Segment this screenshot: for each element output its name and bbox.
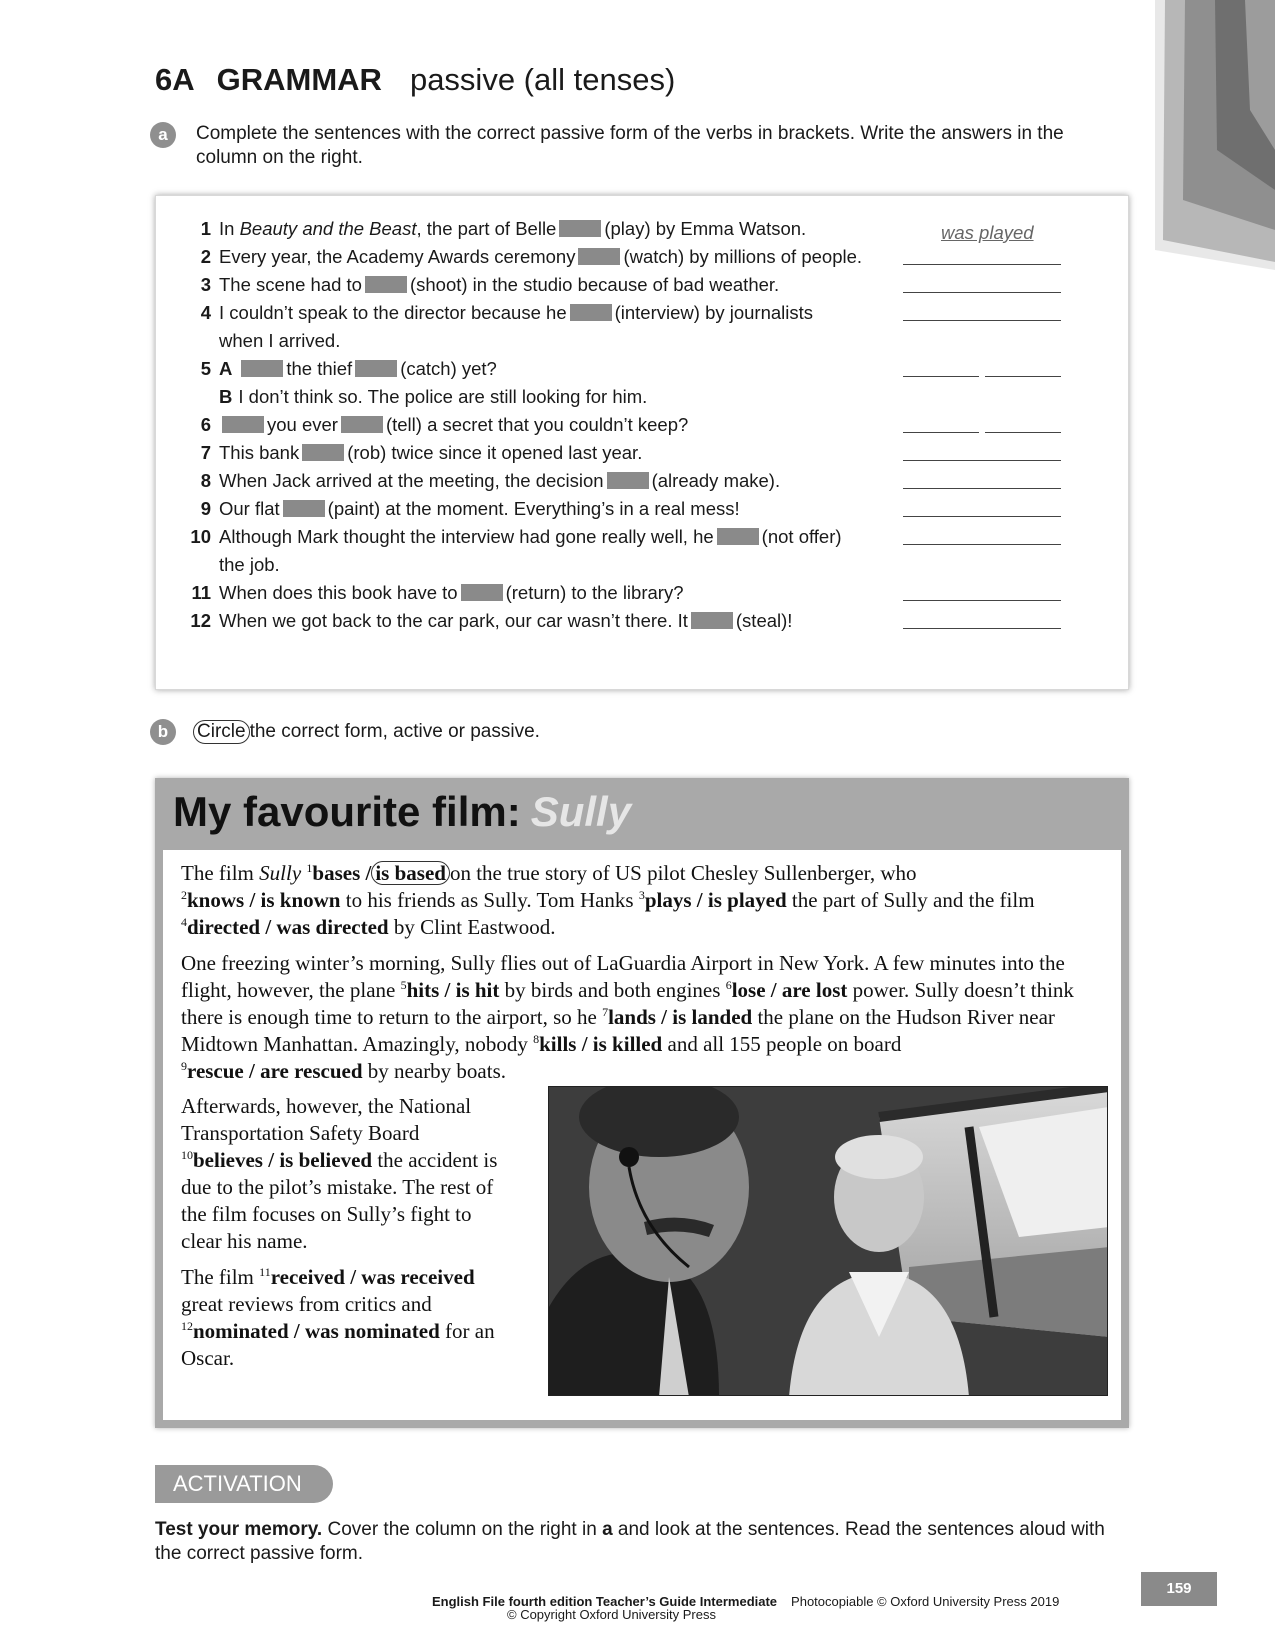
question-5-reply: B I don’t think so. The police are still looking for him. bbox=[219, 386, 648, 407]
question-2: 2 Every year, the Academy Awards ceremony (watch) by millions of people. bbox=[200, 246, 863, 267]
answer-line-8[interactable] bbox=[903, 488, 1061, 489]
option-1[interactable]: bases / bbox=[312, 861, 372, 885]
exercise-a-box bbox=[155, 195, 1129, 690]
question-9: 9 Our flat (paint) at the moment. Everything’s in a real mess! bbox=[200, 498, 740, 519]
film-article-heading: My favourite film: Sully bbox=[173, 788, 632, 835]
answer-gap bbox=[717, 528, 759, 545]
answer-line-5b[interactable] bbox=[985, 376, 1061, 377]
story-paragraph-1: The film Sully $^1$bases / is based on the true story of US pilot Chesley Sullenberger, who $^2$knows / is known to his friends as Sully. Tom Hanks $^3$plays / is played the part of Sully and the film $^4$directed / was directed by Clint Eastwood. bbox=[181, 861, 1035, 939]
answer-line-2[interactable] bbox=[903, 264, 1061, 265]
question-4: 4 I couldn’t speak to the director because he (interview) by journalists bbox=[200, 302, 814, 323]
lesson-code: 6A bbox=[155, 62, 195, 97]
story-top-paragraphs bbox=[181, 860, 1111, 1094]
option-2[interactable]: knows / is known bbox=[187, 888, 341, 912]
example-answer: was played bbox=[941, 222, 1034, 243]
answer-line-9[interactable] bbox=[903, 516, 1061, 517]
answer-gap bbox=[578, 248, 620, 265]
answer-line-12[interactable] bbox=[903, 628, 1061, 629]
question-6: 6 you ever (tell) a secret that you couldn’t keep? bbox=[200, 414, 689, 435]
section-name: GRAMMAR bbox=[216, 62, 382, 97]
question-1: 1 In Beauty and the Beast, the part of Belle (play) by Emma Watson. bbox=[200, 218, 807, 239]
option-1-circled[interactable]: is based bbox=[371, 861, 450, 885]
footer-copyright: © Copyright Oxford University Press bbox=[507, 1607, 716, 1622]
answer-line-6a[interactable] bbox=[903, 432, 979, 433]
answer-gap bbox=[570, 304, 612, 321]
option-11[interactable]: received / was received bbox=[270, 1265, 475, 1289]
story-paragraph-4: The film $^{11}$received / was received great reviews from critics and $^{12}$nominated / was nominated for an Oscar. bbox=[181, 1265, 495, 1370]
answer-line-6b[interactable] bbox=[985, 432, 1061, 433]
answer-gap bbox=[241, 360, 283, 377]
option-10[interactable]: believes / is believed bbox=[193, 1148, 373, 1172]
option-5[interactable]: hits / is hit bbox=[406, 978, 500, 1002]
option-7[interactable]: lands / is landed bbox=[608, 1005, 753, 1029]
answer-gap bbox=[355, 360, 397, 377]
answer-gap bbox=[607, 472, 649, 489]
answer-line-4[interactable] bbox=[903, 320, 1061, 321]
exercise-a-instruction: Complete the sentences with the correct passive form of the verbs in brackets. Write the answers in the column on the right. bbox=[196, 123, 1064, 168]
option-12[interactable]: nominated / was nominated bbox=[193, 1319, 440, 1343]
activation-text: Test your memory. Cover the column on the right in a and look at the sentences. Read the sentences aloud with the correct passive form. bbox=[155, 1519, 1105, 1564]
answer-gap bbox=[341, 416, 383, 433]
answer-gap bbox=[283, 500, 325, 517]
option-9[interactable]: rescue / are rescued bbox=[187, 1059, 363, 1083]
option-6[interactable]: lose / are lost bbox=[731, 978, 848, 1002]
exercise-a-badge: a bbox=[150, 122, 176, 148]
question-4-continued: when I arrived. bbox=[219, 330, 341, 351]
question-8: 8 When Jack arrived at the meeting, the decision (already make). bbox=[200, 470, 781, 491]
film-still-photo bbox=[548, 1086, 1108, 1396]
pilots-cockpit-image bbox=[549, 1087, 1108, 1396]
footer-photocopiable: Photocopiable © Oxford University Press 2019 bbox=[791, 1594, 1060, 1609]
answer-line-3[interactable] bbox=[903, 292, 1061, 293]
option-8[interactable]: kills / is killed bbox=[539, 1032, 663, 1056]
answer-gap bbox=[365, 276, 407, 293]
question-7: 7 This bank (rob) twice since it opened last year. bbox=[200, 442, 643, 463]
exercise-b-badge: b bbox=[150, 719, 176, 745]
option-3[interactable]: plays / is played bbox=[644, 888, 787, 912]
film-article-box bbox=[155, 778, 1129, 1428]
option-4[interactable]: directed / was directed bbox=[187, 915, 389, 939]
answer-gap bbox=[691, 612, 733, 629]
decorative-fan-graphic bbox=[1155, 0, 1275, 270]
question-11: 11 When does this book have to (return) to the library? bbox=[191, 582, 684, 603]
question-10-continued: the job. bbox=[219, 554, 280, 575]
activation-label: ACTIVATION bbox=[155, 1465, 333, 1503]
question-10: 10 Although Mark thought the interview had gone really well, he (not offer) bbox=[190, 526, 842, 547]
answer-gap bbox=[222, 416, 264, 433]
answer-line-11[interactable] bbox=[903, 600, 1061, 601]
answer-line-5a[interactable] bbox=[903, 376, 979, 377]
film-article-body bbox=[163, 850, 1121, 1420]
question-5: 5 A the thief (catch) yet? bbox=[200, 358, 497, 379]
question-12: 12 When we got back to the car park, our car wasn’t there. It (steal)! bbox=[190, 610, 793, 631]
film-title-italic: Beauty and the Beast bbox=[239, 218, 417, 239]
answer-line-7[interactable] bbox=[903, 460, 1061, 461]
story-bottom-paragraphs bbox=[181, 1093, 511, 1381]
circled-word: Circle bbox=[193, 720, 250, 744]
story-paragraph-2: One freezing winter’s morning, Sully flies out of LaGuardia Airport in New York. A few minutes into the flight, however, the plane $^5$hits / is hit by birds and both engines $^6$lose / are lost power. Sully doesn’t think there is enough time to return to the airport, so he $^7$lands / is landed the plane on the Hudson River near Midtown Manhattan. Amazingly, nobody $^8$kills / is killed and all 155 people on board $^9$rescue / are rescued by nearby boats. bbox=[181, 951, 1074, 1083]
question-3: 3 The scene had to (shoot) in the studio because of bad weather. bbox=[200, 274, 780, 295]
page-number: 159 bbox=[1141, 1572, 1217, 1606]
exercise-b-instruction: Circle the correct form, active or passive. bbox=[193, 720, 893, 744]
story-paragraph-3: Afterwards, however, the National Transportation Safety Board $^{10}$believes / is believed the accident is due to the pilot’s mistake. The rest of the film focuses on Sully’s fight to clear his name. bbox=[181, 1094, 498, 1253]
page-title bbox=[155, 62, 675, 98]
answer-gap bbox=[559, 220, 601, 237]
answer-gap bbox=[302, 444, 344, 461]
answer-gap bbox=[461, 584, 503, 601]
grammar-topic: passive (all tenses) bbox=[409, 62, 676, 97]
answer-line-10[interactable] bbox=[903, 544, 1061, 545]
footer-book-title: English File fourth edition Teacher’s Guide Intermediate bbox=[432, 1594, 778, 1609]
